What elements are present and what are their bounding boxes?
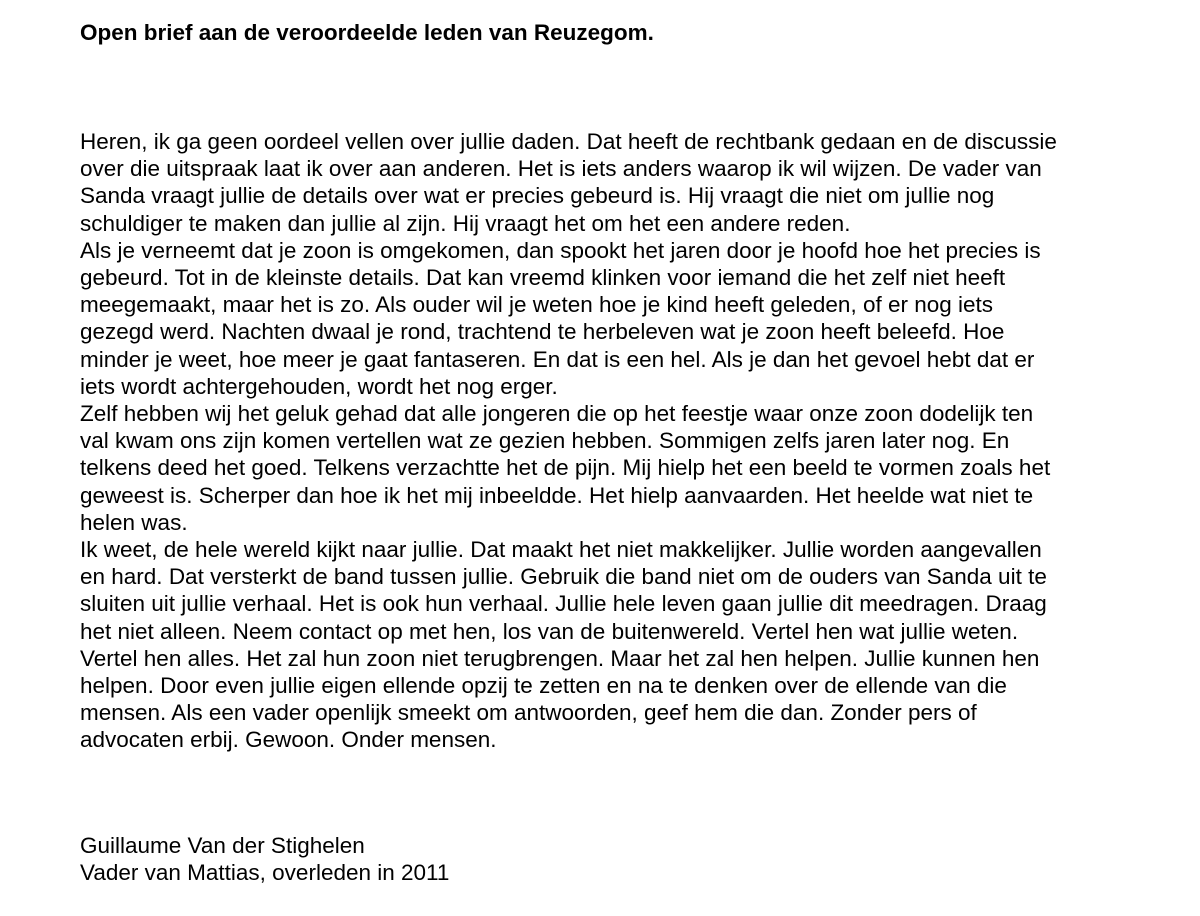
body-line: iets wordt achtergehouden, wordt het nog erger. (80, 373, 558, 399)
body-line: Als je verneemt dat je zoon is omgekomen, dan spookt het jaren door je hoofd hoe het precies is (80, 237, 1041, 263)
body-line: Heren, ik ga geen oordeel vellen over jullie daden. Dat heeft de rechtbank gedaan en de discussie (80, 129, 1057, 154)
body-line: Vertel hen alles. Het zal hun zoon niet terugbrengen. Maar het zal hen helpen. Jullie kunnen hen (80, 645, 1040, 671)
letter-title: Open brief aan de veroordeelde leden van Reuzegom. (80, 20, 654, 45)
body-line: helpen. Door even jullie eigen ellende opzij te zetten en na te denken over de ellende van die (80, 673, 1007, 699)
body-line: schuldiger te maken dan jullie al zijn. Hij vraagt het om het een andere reden. (80, 210, 851, 236)
body-line: mensen. Als een vader openlijk smeekt om antwoorden, geef hem die dan. Zonder pers of (80, 700, 977, 726)
body-line: en hard. Dat versterkt de band tussen jullie. Gebruik die band niet om de ouders van Sanda uit te (80, 564, 1047, 590)
letter-body (80, 128, 1170, 754)
signature-role: Vader van Mattias, overleden in 2011 (80, 860, 450, 886)
body-line: over die uitspraak laat ik over aan anderen. Het is iets anders waarop ik wil wijzen. De vader van (80, 156, 1042, 182)
body-line: sluiten uit jullie verhaal. Het is ook hun verhaal. Jullie hele leven gaan jullie dit meedragen. Draag (80, 591, 1047, 617)
body-line: advocaten erbij. Gewoon. Onder mensen. (80, 727, 497, 753)
body-line: Sanda vraagt jullie de details over wat er precies gebeurd is. Hij vraagt die niet om jullie nog (80, 183, 995, 209)
body-line: minder je weet, hoe meer je gaat fantaseren. En dat is een hel. Als je dan het gevoel hebt dat er (80, 346, 1035, 372)
body-line: meegemaakt, maar het is zo. Als ouder wil je weten hoe je kind heeft geleden, of er nog iets (80, 292, 994, 318)
body-line: gezegd werd. Nachten dwaal je rond, trachtend te herbeleven wat je zoon heeft beleefd. Hoe (80, 319, 1005, 345)
body-line: telkens deed het goed. Telkens verzachtte het de pijn. Mij hielp het een beeld te vormen zoals het (80, 455, 1051, 481)
body-line: Ik weet, de hele wereld kijkt naar jullie. Dat maakt het niet makkelijker. Jullie worden aangevallen (80, 537, 1042, 563)
body-line: Zelf hebben wij het geluk gehad dat alle jongeren die op het feestje waar onze zoon dodelijk ten (80, 401, 1034, 427)
body-line: het niet alleen. Neem contact op met hen, los van de buitenwereld. Vertel hen wat jullie weten. (80, 618, 1019, 644)
body-line: geweest is. Scherper dan hoe ik het mij inbeeldde. Het hielp aanvaarden. Het heelde wat niet te (80, 482, 1034, 508)
signature-name: Guillaume Van der Stighelen (80, 833, 365, 858)
body-line: helen was. (80, 509, 188, 535)
body-line: gebeurd. Tot in de kleinste details. Dat kan vreemd klinken voor iemand die het zelf niet heeft (80, 265, 1006, 291)
letter (80, 18, 1170, 754)
body-line: val kwam ons zijn komen vertellen wat ze gezien hebben. Sommigen zelfs jaren later nog. En (80, 428, 1010, 454)
signature (80, 832, 449, 886)
